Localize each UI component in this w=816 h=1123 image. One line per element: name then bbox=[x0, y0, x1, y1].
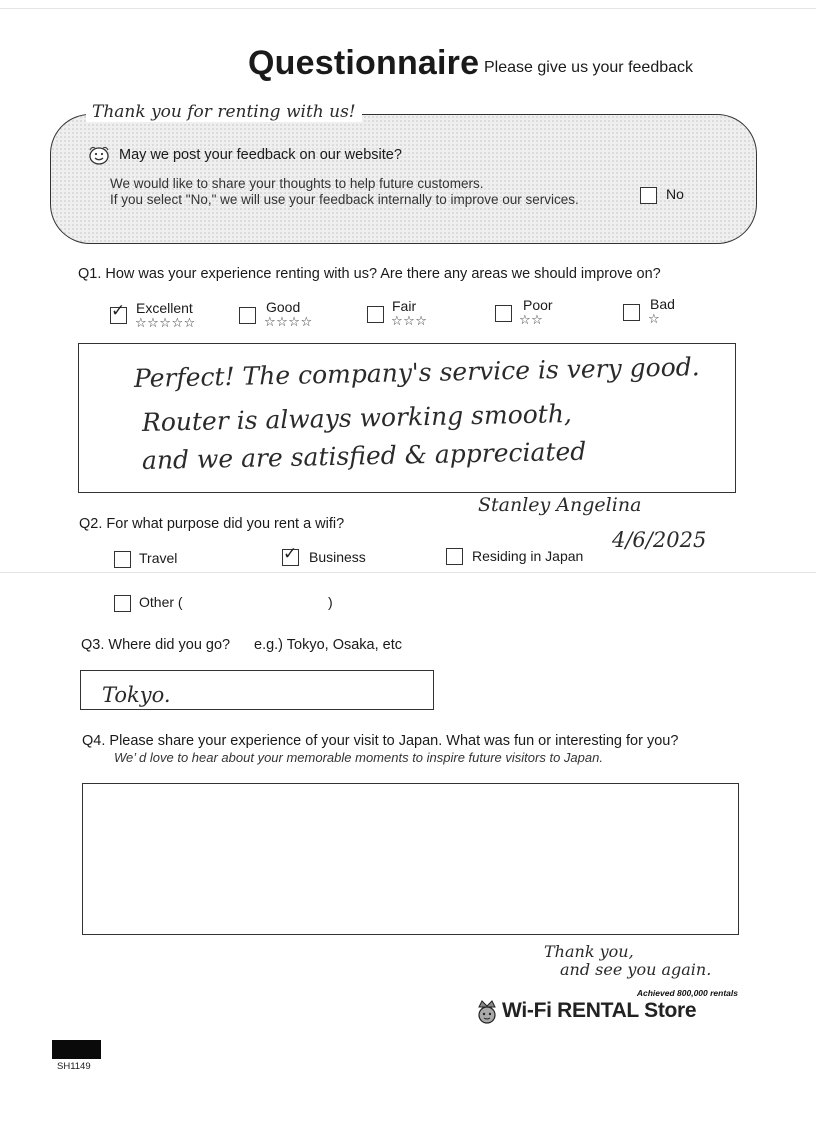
mascot-crown-icon bbox=[474, 998, 500, 1024]
q1-option-excellent: Excellent bbox=[136, 300, 193, 316]
page-title: Questionnaire bbox=[248, 44, 480, 82]
fold-line bbox=[0, 572, 816, 573]
thank-you-banner: Thank you for renting with us! bbox=[86, 102, 362, 122]
signature-name: Stanley Angelina bbox=[478, 494, 642, 516]
smiley-face-icon bbox=[88, 145, 110, 165]
q1-answer-line2: Router is always working smooth, bbox=[141, 398, 573, 437]
q1-poor-checkbox[interactable] bbox=[495, 305, 512, 322]
consent-no-label: No bbox=[666, 186, 684, 202]
q1-fair-checkbox[interactable] bbox=[367, 306, 384, 323]
consent-text-line1: We would like to share your thoughts to help future customers. bbox=[110, 176, 484, 191]
consent-question: May we post your feedback on our website? bbox=[119, 147, 402, 163]
redaction-bar bbox=[52, 1040, 101, 1059]
q2-option-other: Other ( bbox=[139, 594, 183, 610]
five-stars-icon: ☆☆☆☆☆ bbox=[135, 316, 196, 331]
q4-answer-box[interactable] bbox=[82, 783, 739, 935]
q3-example: e.g.) Tokyo, Osaka, etc bbox=[254, 637, 403, 653]
q1-option-bad: Bad bbox=[650, 296, 675, 312]
q2-option-travel: Travel bbox=[139, 550, 178, 566]
footer-thanks-line1: Thank you, bbox=[544, 942, 634, 961]
q1-option-poor: Poor bbox=[523, 297, 553, 313]
brand-name: Wi-Fi RENTAL Store bbox=[502, 999, 697, 1022]
q2-option-residing: Residing in Japan bbox=[472, 548, 584, 564]
footer-thanks-line2: and see you again. bbox=[560, 960, 712, 979]
brand-logo bbox=[474, 989, 740, 1025]
q2-travel-checkbox[interactable] bbox=[114, 551, 131, 568]
signature-date: 4/6/2025 bbox=[612, 528, 707, 552]
q1-bad-checkbox[interactable] bbox=[623, 304, 640, 321]
brand-tagline: Achieved 800,000 rentals bbox=[636, 988, 738, 998]
consent-text-line2: If you select "No," we will use your feedback internally to improve our services. bbox=[110, 192, 579, 207]
scan-edge bbox=[0, 8, 816, 9]
q2-residing-checkbox[interactable] bbox=[446, 548, 463, 565]
one-star-icon: ☆ bbox=[648, 312, 661, 327]
q1-answer-line1: Perfect! The company's service is very good. bbox=[133, 352, 700, 393]
q3-answer: Tokyo. bbox=[102, 683, 171, 707]
q1-option-fair: Fair bbox=[392, 298, 417, 314]
q2-option-business: Business bbox=[309, 549, 366, 565]
q2-label: Q2. For what purpose did you rent a wifi? bbox=[79, 516, 345, 532]
consent-no-checkbox[interactable] bbox=[640, 187, 657, 204]
check-mark-icon: ✓ bbox=[283, 544, 298, 564]
document-code: SH1149 bbox=[57, 1061, 91, 1072]
three-stars-icon: ☆☆☆ bbox=[391, 314, 428, 329]
two-stars-icon: ☆☆ bbox=[519, 313, 544, 328]
four-stars-icon: ☆☆☆☆ bbox=[264, 315, 313, 330]
q2-other-close: ) bbox=[328, 594, 333, 610]
page-subtitle: Please give us your feedback bbox=[484, 59, 694, 76]
q1-answer-line3: and we are satisfied & appreciated bbox=[141, 436, 587, 475]
q3-label: Q3. Where did you go? bbox=[81, 637, 231, 653]
q1-good-checkbox[interactable] bbox=[239, 307, 256, 324]
q4-label: Q4. Please share your experience of your visit to Japan. What was fun or interesting for you? bbox=[82, 733, 679, 749]
q1-label: Q1. How was your experience renting with us? Are there any areas we should improve on? bbox=[78, 266, 661, 282]
check-mark-icon: ✓ bbox=[111, 301, 126, 321]
q1-option-good: Good bbox=[266, 299, 301, 315]
q2-other-checkbox[interactable] bbox=[114, 595, 131, 612]
q4-subtext: We’ d love to hear about your memorable moments to inspire future visitors to Japan. bbox=[114, 750, 603, 765]
